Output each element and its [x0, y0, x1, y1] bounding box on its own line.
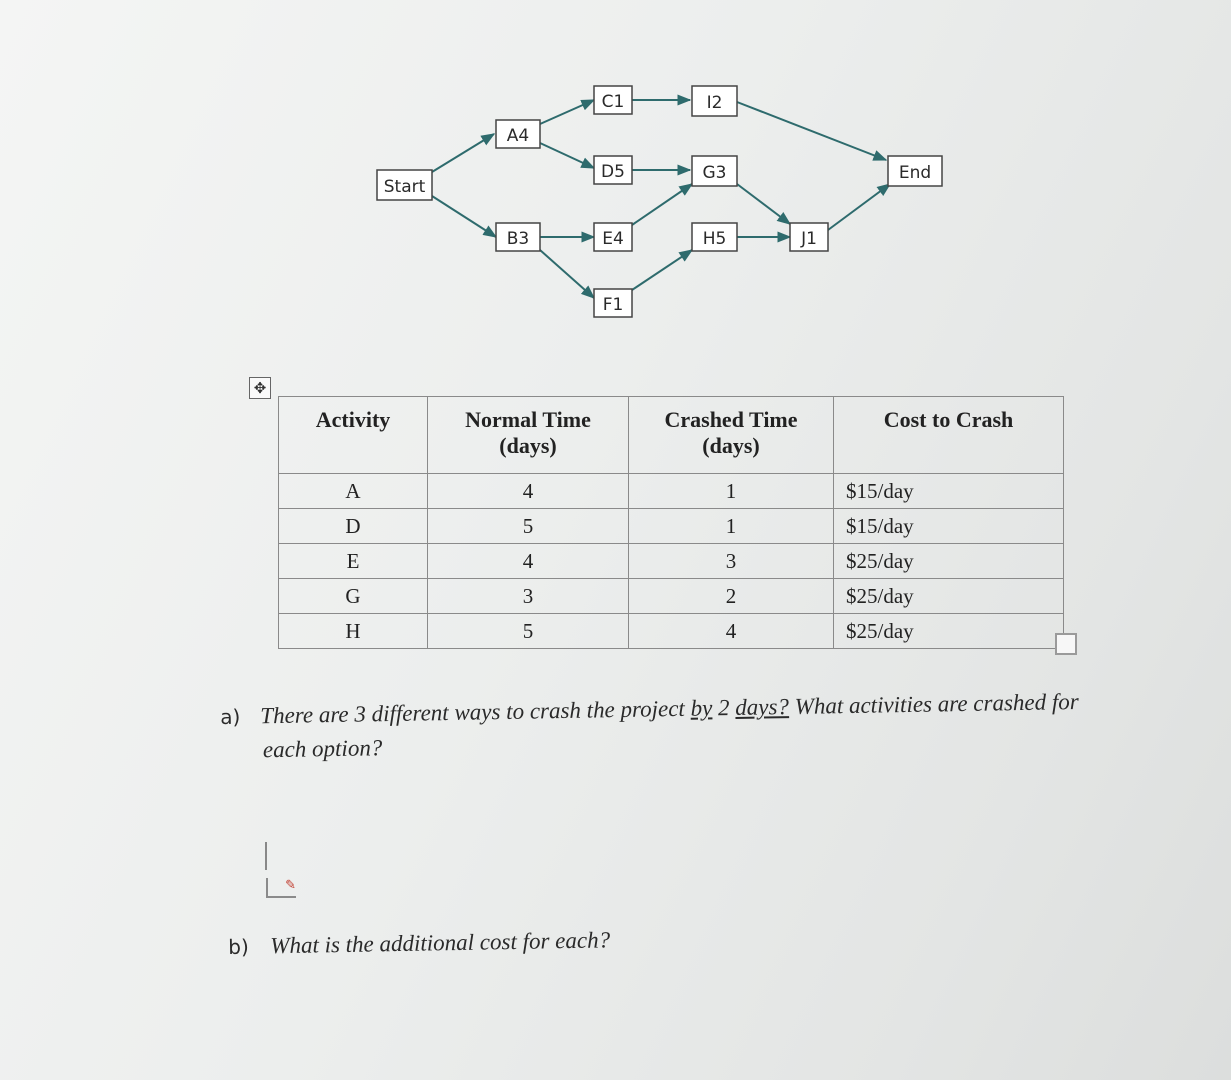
node-b3-label: B3 [506, 229, 530, 249]
cell-normal: 3 [428, 579, 629, 614]
cell-cost: $25/day [834, 544, 1064, 579]
question-a-text-2: 2 [712, 695, 736, 721]
network-nodes [377, 86, 942, 317]
cell-crashed: 3 [629, 544, 834, 579]
header-crashed-line1: Crashed Time [664, 407, 798, 432]
move-icon[interactable]: ✥ [249, 377, 271, 399]
question-a-line-2: each option? [262, 735, 383, 763]
node-b3 [496, 223, 540, 251]
cell-normal: 4 [428, 544, 629, 579]
table-row [279, 474, 1064, 509]
node-h5-label: H5 [702, 229, 727, 249]
table-row [279, 509, 1064, 544]
header-crashed-time [629, 397, 834, 474]
edge-a4-d5 [540, 143, 594, 168]
node-g3 [692, 156, 737, 186]
node-a4 [496, 120, 540, 148]
edge-e4-g3 [632, 184, 692, 225]
header-activity [279, 397, 428, 474]
cell-cost: $15/day [834, 474, 1064, 509]
network-diagram [0, 0, 1231, 340]
node-d5-label: D5 [601, 162, 625, 182]
cell-cost: $25/day [834, 579, 1064, 614]
node-i2 [692, 86, 737, 116]
cell-activity: A [279, 474, 428, 509]
node-j1-label: J1 [801, 229, 817, 249]
node-j1 [790, 223, 828, 251]
edge-g3-j1 [737, 184, 790, 224]
node-h5 [692, 223, 737, 251]
cell-normal: 5 [428, 614, 629, 649]
node-c1 [594, 86, 632, 114]
edge-i2-end [737, 102, 886, 160]
resize-handle-icon[interactable] [1055, 633, 1077, 655]
cell-normal: 5 [428, 509, 629, 544]
cell-cost: $15/day [834, 509, 1064, 544]
question-b-marker: b) [228, 934, 250, 959]
cell-crashed: 2 [629, 579, 834, 614]
question-a-text-3: What activities are crashed for [788, 689, 1079, 720]
cell-crashed: 4 [629, 614, 834, 649]
node-d5 [594, 156, 632, 184]
header-cost-to-crash [834, 397, 1064, 474]
header-cost-label: Cost to Crash [883, 407, 1014, 432]
question-b-text: What is the additional cost for each? [270, 927, 611, 959]
node-a4-label: A4 [506, 126, 530, 146]
question-a-underline-1: by [690, 695, 713, 721]
table-row [279, 544, 1064, 579]
cell-activity: H [279, 614, 428, 649]
edge-f1-h5 [632, 250, 692, 290]
cell-activity: E [279, 544, 428, 579]
node-start [377, 170, 432, 200]
question-b[interactable] [228, 923, 610, 964]
node-i2-label: I2 [706, 93, 723, 113]
edge-start-b3 [432, 196, 496, 237]
cell-activity: D [279, 509, 428, 544]
node-end [888, 156, 942, 186]
text-cursor [265, 842, 267, 870]
question-a-text-1: There are 3 different ways to crash the project [260, 695, 691, 729]
edge-start-a4 [432, 134, 494, 172]
edge-b3-f1 [540, 250, 594, 298]
cell-crashed: 1 [629, 509, 834, 544]
node-start-label: Start [383, 177, 426, 197]
header-normal-time [428, 397, 629, 474]
header-normal-line1: Normal Time [465, 407, 591, 432]
cell-cost: $25/day [834, 614, 1064, 649]
cell-crashed: 1 [629, 474, 834, 509]
node-f1 [594, 289, 632, 317]
anchor-icon[interactable]: ✎ [266, 878, 296, 898]
node-e4 [594, 223, 632, 251]
header-activity-label: Activity [315, 407, 391, 432]
table-header-row [279, 397, 1064, 474]
question-a[interactable] [220, 684, 1161, 767]
edge-a4-c1 [540, 100, 594, 124]
cell-activity: G [279, 579, 428, 614]
header-normal-line2: (days) [499, 433, 557, 458]
node-f1-label: F1 [602, 295, 624, 315]
table-row [279, 614, 1064, 649]
node-e4-label: E4 [602, 229, 624, 249]
node-c1-label: C1 [601, 92, 625, 112]
question-a-underline-2: days? [735, 694, 790, 721]
crash-table [278, 396, 1064, 649]
header-crashed-line2: (days) [702, 433, 760, 458]
edge-j1-end [828, 184, 890, 230]
node-end-label: End [898, 163, 932, 183]
table-row [279, 579, 1064, 614]
cell-normal: 4 [428, 474, 629, 509]
question-a-marker: a) [220, 704, 241, 729]
node-g3-label: G3 [702, 163, 727, 183]
